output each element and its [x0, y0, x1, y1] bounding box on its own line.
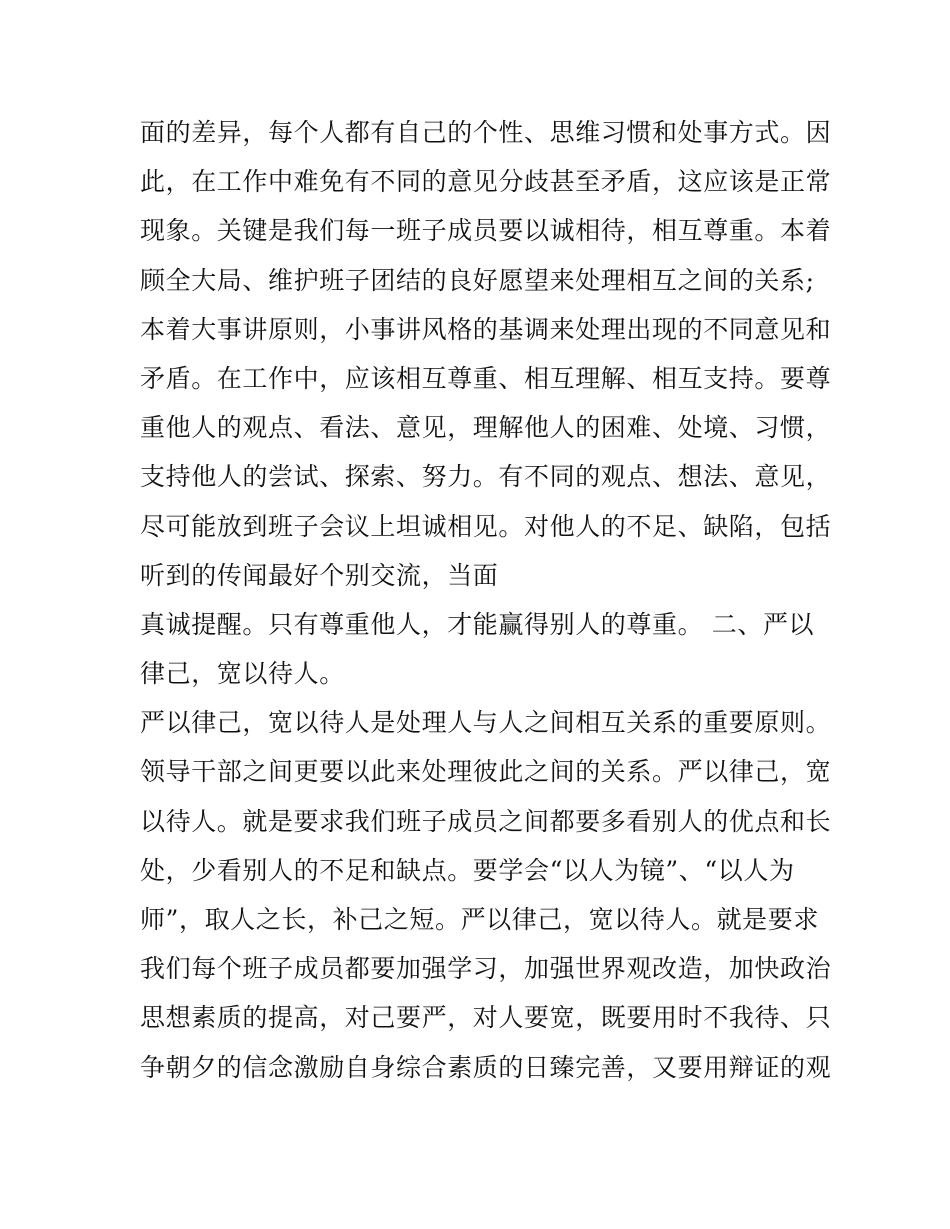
- text-line: 顾全大局、维护班子团结的良好愿望来处理相互之间的关系;: [140, 265, 815, 295]
- body-text: [140, 108, 830, 1092]
- text-line: 律己，宽以待人。: [140, 659, 345, 689]
- text-line: 处，少看别人的不足和缺点。要学会“以人为镜”、“以人为: [140, 855, 795, 885]
- text-line: 思想素质的提高，对己要严，对人要宽，既要用时不我待、只: [140, 1003, 832, 1033]
- text-line: 争朝夕的信念激励自身综合素质的日臻完善，又要用辩证的观: [140, 1052, 832, 1082]
- text-line: 领导干部之间更要以此来处理彼此之间的关系。严以律己，宽: [140, 757, 832, 787]
- text-line: 矛盾。在工作中，应该相互尊重、相互理解、相互支持。要尊: [140, 363, 832, 393]
- text-line: 以待人。就是要求我们班子成员之间都要多看别人的优点和长: [140, 806, 832, 836]
- text-line: 师”，取人之长，补己之短。严以律己，宽以待人。就是要求: [140, 905, 819, 934]
- text-line: 我们每个班子成员都要加强学习，加强世界观改造，加快政治: [140, 954, 832, 984]
- text-line: 严以律己，宽以待人是处理人与人之间相互关系的重要原则。: [140, 708, 832, 738]
- text-line: 现象。关键是我们每一班子成员要以诚相待，相互尊重。本着: [140, 216, 832, 246]
- text-line: 尽可能放到班子会议上坦诚相见。对他人的不足、缺陷，包括: [140, 511, 832, 541]
- text-line: 面的差异，每个人都有自己的个性、思维习惯和处事方式。因: [140, 118, 832, 147]
- text-line: 真诚提醒。只有尊重他人，才能赢得别人的尊重。 二、严以: [140, 609, 815, 639]
- text-line: 此，在工作中难免有不同的意见分歧甚至矛盾，这应该是正常: [140, 167, 832, 197]
- text-line: 本着大事讲原则，小事讲风格的基调来处理出现的不同意见和: [140, 314, 832, 344]
- text-line: 支持他人的尝试、探索、努力。有不同的观点、想法、意见，: [140, 462, 832, 492]
- text-line: 重他人的观点、看法、意见，理解他人的困难、处境、习惯，: [140, 413, 832, 443]
- text-line: 听到的传闻最好个别交流，当面: [140, 560, 499, 590]
